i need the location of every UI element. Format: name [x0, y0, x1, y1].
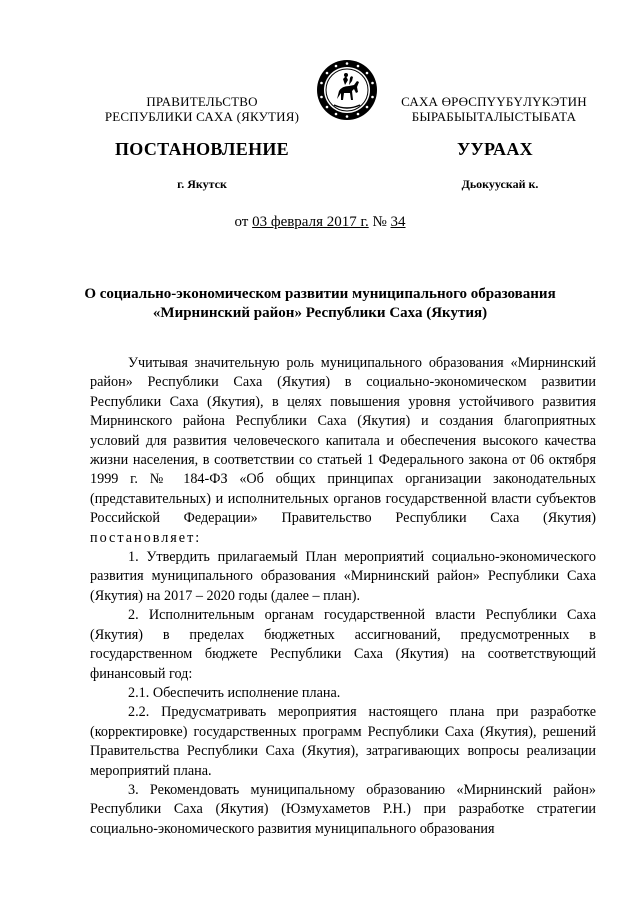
city-right: Дьокуускай к. — [461, 177, 539, 191]
document-title-line1: О социально-экономическом развитии муниципального образования — [84, 286, 556, 302]
doc-type-left: ПОСТАНОВЛЕНИЕ — [115, 139, 289, 159]
issuer-right-line2: БЫРАБЫЫТАЛЫСТЫБАТА — [411, 109, 577, 124]
document-body — [90, 354, 596, 839]
issuer-right — [385, 94, 603, 124]
document-title-line2: «Мирнинский район» Республики Саха (Якутия) — [152, 305, 488, 321]
document-title — [70, 285, 570, 323]
issuer-left-line2: РЕСПУБЛИКИ САХА (ЯКУТИЯ) — [104, 109, 300, 124]
issuer-right-line1: САХА ӨРӨСПҮҮБҮЛҮКЭТИН — [401, 94, 587, 109]
paragraph-preamble — [90, 354, 596, 548]
number-value: 34 — [390, 214, 406, 230]
issuer-left — [104, 94, 300, 124]
date-number-line — [0, 214, 640, 231]
doc-type-right: УУРААХ — [457, 139, 533, 159]
preamble-text: Учитывая значительную роль муниципального образования «Мирнинский район» Республики Саха (Якутия) в социально-экономическом развитии Республики Саха (Якутия), в целях повышения уровня устойчивого развития Мирнинского района Республики Саха (Якутия) и создания благоприятных условий для развития человеческого капитала и обеспечения высокого качества жизни населения, в соответствии со статьей 1 Федерального закона от 06 октября 1999 г. № 184-ФЗ «Об общих принципах организации законодательных (представительных) и исполнительных органов государственной власти субъектов Российской Федерации» Правительство Республики Саха (Якутия) — [90, 355, 596, 527]
date-value: 03 февраля 2017 г. — [252, 214, 369, 230]
paragraph-item-1: 1. Утвердить прилагаемый План мероприятий социально-экономического развития муниципального образования «Мирнинский район» Республики Саха (Якутия) на 2017 – 2020 годы (далее – план). — [90, 549, 596, 604]
paragraph-item-2-2: 2.2. Предусматривать мероприятия настоящего плана при разработке (корректировке) государственных программ Республики Саха (Якутия), решений Правительства Республики Саха (Якутия), затрагивающих вопросы реализации мероприятий плана. — [90, 704, 596, 779]
paragraph-item-3: 3. Рекомендовать муниципальному образованию «Мирнинский район» Республики Саха (Якутия) (Юзмухаметов Р.Н.) при разработке стратегии социально-экономического развития муниципального образования — [90, 781, 596, 837]
preamble-resolves: постановляет: — [90, 529, 202, 546]
city-left: г. Якутск — [177, 177, 227, 191]
coat-of-arms-sakha-icon — [316, 59, 378, 121]
paragraph-item-2: 2. Исполнительным органам государственной власти Республики Саха (Якутия) в пределах бюджетных ассигнований, предусмотренных в государственном бюджете Республики Саха (Якутия) на соответствующий финансовый год: — [90, 607, 596, 682]
paragraph-item-2-1: 2.1. Обеспечить исполнение плана. — [128, 684, 341, 701]
issuer-left-line1: ПРАВИТЕЛЬСТВО — [146, 94, 258, 109]
number-prefix: № — [368, 214, 391, 230]
date-prefix: от — [234, 214, 253, 230]
